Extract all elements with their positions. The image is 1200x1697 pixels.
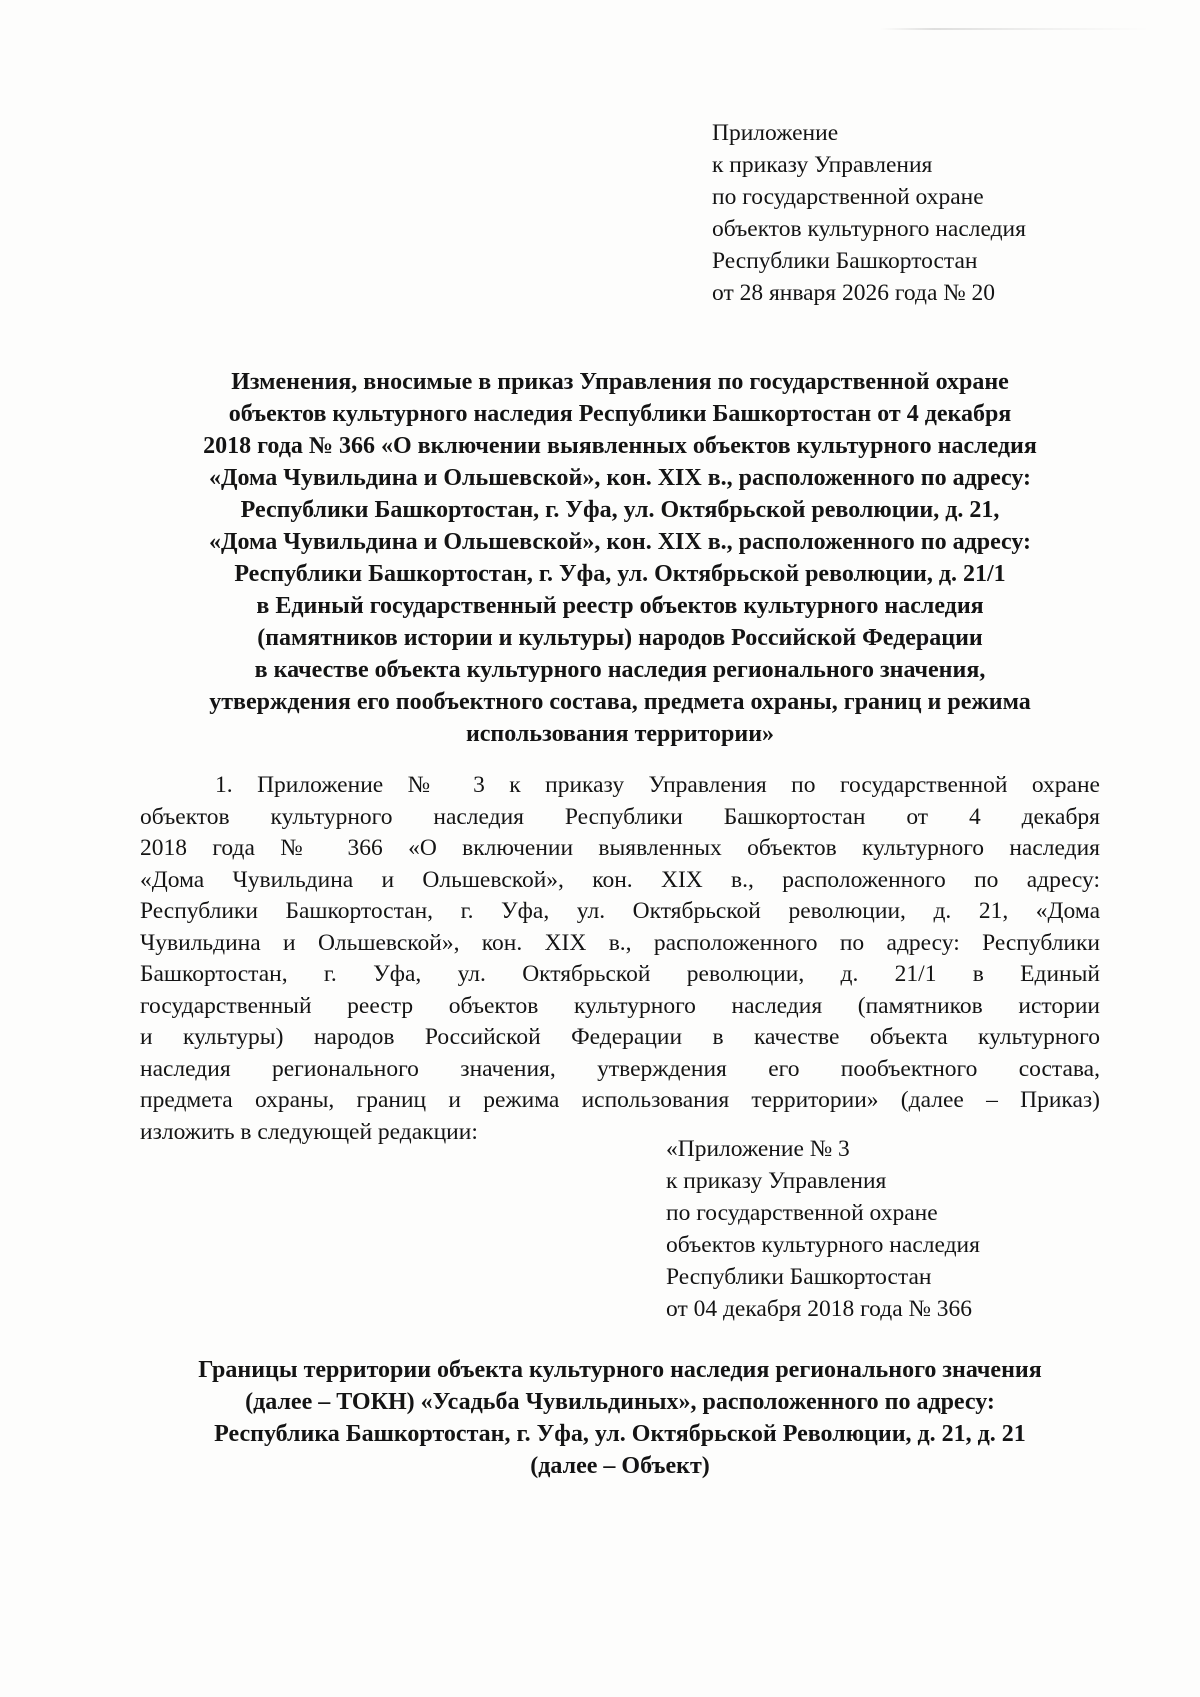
appendix-3-header [666,1133,980,1325]
appendix-header-line: объектов культурного наследия [712,216,1026,242]
changes-title-line: «Дома Чувильдина и Ольшевской», кон. XIX в., расположенного по адресу: [208,529,1032,555]
changes-title-line: Республики Башкортостан, г. Уфа, ул. Октябрьской революции, д. 21/1 [234,561,1006,587]
paragraph-line: изложить в следующей редакции: [140,1118,478,1145]
paragraph-line: Чувильдина и Ольшевской», кон. XIX в., расположенного по адресу: Республики [140,929,1100,956]
changes-title [120,366,1120,750]
appendix-header-line: Приложение [712,120,839,146]
paragraph-line: 2018 года № 366 «О включении выявленных объектов культурного наследия [140,835,1100,861]
boundaries-title-line: (далее – Объект) [530,1453,710,1479]
appendix-header-line: от 28 января 2026 года № 20 [712,280,996,306]
paragraph-line: Башкортостан, г. Уфа, ул. Октябрьской революции, д. 21/1 в Единый [140,961,1100,987]
changes-title-line: «Дома Чувильдина и Ольшевской», кон. XIX в., расположенного по адресу: [208,465,1032,491]
appendix-header [712,117,1026,309]
appendix-3-header-line: по государственной охране [666,1200,938,1226]
paragraph-line: Республики Башкортостан, г. Уфа, ул. Октябрьской революции, д. 21, «Дома [140,898,1100,924]
appendix-header-line: Республики Башкортостан [712,248,978,274]
appendix-3-header-line: Республики Башкортостан [666,1264,932,1290]
changes-title-line: в качестве объекта культурного наследия регионального значения, [254,657,986,683]
changes-title-line: объектов культурного наследия Республики Башкортостан от 4 декабря [228,401,1012,427]
changes-title-line: утверждения его пообъектного состава, предмета охраны, границ и режима [209,689,1031,715]
paragraph-line: «Дома Чувильдина и Ольшевской», кон. XIX в., расположенного по адресу: [140,866,1100,893]
boundaries-title [120,1354,1120,1482]
appendix-3-header-line: от 04 декабря 2018 года № 366 [666,1296,973,1322]
appendix-header-line: по государственной охране [712,184,984,210]
changes-title-line: использования территории» [465,721,775,747]
paragraph-line: 1. Приложение № 3 к приказу Управления по государственной охране [215,772,1100,798]
boundaries-title-line: Границы территории объекта культурного наследия регионального значения [198,1357,1042,1383]
appendix-header-line: к приказу Управления [712,152,933,178]
changes-title-line: Республики Башкортостан, г. Уфа, ул. Октябрьской революции, д. 21, [240,497,1000,523]
changes-title-line: Изменения, вносимые в приказ Управления по государственной охране [231,369,1009,395]
changes-title-line: 2018 года № 366 «О включении выявленных объектов культурного наследия [203,433,1037,459]
changes-title-line: в Единый государственный реестр объектов культурного наследия [256,593,984,619]
boundaries-title-line: (далее – ТОКН) «Усадьба Чувильдиных», расположенного по адресу: [245,1389,995,1415]
paragraph-line: и культуры) народов Российской Федерации в качестве объекта культурного [140,1024,1100,1050]
appendix-3-header-line: объектов культурного наследия [666,1232,980,1258]
appendix-3-header-line: к приказу Управления [666,1168,887,1194]
paragraph-line: предмета охраны, границ и режима использования территории» (далее – Приказ) [140,1087,1100,1113]
scan-artifact-line [880,28,1150,30]
paragraph-1 [140,770,1100,1148]
appendix-3-header-line: «Приложение № 3 [666,1136,850,1162]
changes-title-line: (памятников истории и культуры) народов Российской Федерации [257,625,983,651]
paragraph-line: объектов культурного наследия Республики Башкортостан от 4 декабря [140,803,1100,830]
paragraph-line: государственный реестр объектов культурного наследия (памятников истории [140,992,1100,1019]
boundaries-title-line: Республика Башкортостан, г. Уфа, ул. Октябрьской Революции, д. 21, д. 21 [214,1421,1026,1447]
paragraph-line: наследия регионального значения, утверждения его пообъектного состава, [140,1055,1100,1082]
